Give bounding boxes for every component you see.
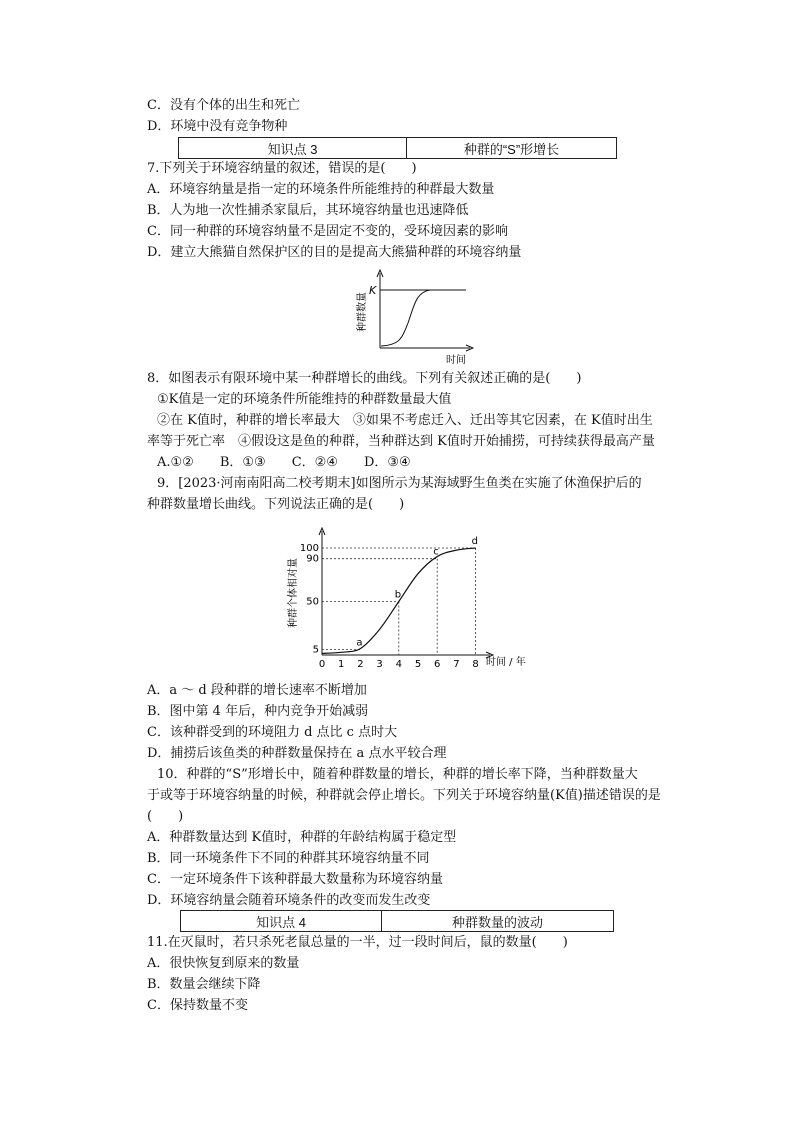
q6-option-c: C．没有个体的出生和死亡 [147,98,300,113]
chart-y-tick-50: 50 [306,596,319,608]
q10-stem-line-1: 10．种群的“S”形增长中，随着种群数量的增长，种群的增长率下降，当种群数量大 [157,767,638,782]
knowledge-point-topic: 种群数量的波动 [381,911,613,931]
q9-option-a: A．a ～ d 段种群的增长速率不断增加 [147,683,367,698]
chart-y-tick-5: 5 [312,644,319,656]
q8-options: A.①② B．①③ C．②④ D．③④ [157,455,411,470]
q8-statement-1: ①K值是一定的环境条件所能维持的种群数量最大值 [157,392,452,407]
fig1-xlabel: 时间 [446,355,466,366]
q7-option-c: C．同一种群的环境容纳量不是固定不变的，受环境因素的影响 [147,224,508,239]
q11-option-a: A．很快恢复到原来的数量 [147,956,300,971]
chart-x-tick-4: 4 [395,659,402,670]
q9-option-d: D．捕捞后该鱼类的种群数量保持在 a 点水平较合理 [147,746,447,761]
knowledge-point-3-header [178,137,617,159]
q8-stem: 8．如图表示有限环境中某一种群增长的曲线。下列有关叙述正确的是( ) [147,371,582,386]
q10-stem-line-3: ( ) [147,809,184,824]
knowledge-point-label: 知识点 4 [256,914,306,930]
q10-option-b: B．同一环境条件下不同的种群其环境容纳量不同 [147,851,430,866]
s-curve-figure [350,268,480,368]
q6-option-d: D．环境中没有竞争物种 [147,119,288,134]
q9-option-c: C．该种群受到的环境阻力 d 点比 c 点时大 [147,725,398,740]
chart-point-label-d: d [471,536,478,547]
q10-option-a: A．种群数量达到 K值时，种群的年龄结构属于稳定型 [147,830,457,845]
fig1-s-curve [381,290,466,346]
chart-x-tick-3: 3 [376,659,383,670]
q9-population-chart [280,525,540,675]
q9-stem-line-1: 9．[2023·河南南阳高二校考期末]如图所示为某海域野生鱼类在实施了休渔保护后的 [157,476,642,491]
q10-option-c: C．一定环境条件下该种群最大数量称为环境容纳量 [147,872,443,887]
q7-option-b: B．人为地一次性捕杀家鼠后，其环境容纳量也迅速降低 [147,203,469,218]
chart-xlabel: 时间 / 年 [486,657,526,668]
chart-point-label-c: c [433,546,439,558]
chart-y-tick-90: 90 [306,553,319,565]
knowledge-point-topic: 种群的“S”形增长 [406,138,616,158]
q10-stem-line-2: 于或等于环境容纳量的时候，种群就会停止增长。下列关于环境容纳量(K值)描述错误的是 [147,788,661,803]
fig1-ylabel: 种群数量 [357,292,368,332]
chart-y-tick-100: 100 [299,543,319,554]
chart-point-label-b: b [394,589,402,601]
q9-option-b: B．图中第 4 年后，种内竞争开始减弱 [147,704,369,719]
chart-x-tick-7: 7 [453,659,460,670]
q7-option-d: D．建立大熊猫自然保护区的目的是提高大熊猫种群的环境容纳量 [147,245,522,260]
q9-stem-line-2: 种群数量增长曲线。下列说法正确的是( ) [147,497,405,512]
q11-option-c: C．保持数量不变 [147,998,248,1013]
fig1-k-label: K [369,284,377,297]
q8-statement-3: 率等于死亡率 ④假设这是鱼的种群，当种群达到 K值时开始捕捞，可持续获得最高产量 [147,434,655,449]
chart-x-tick-8: 8 [472,659,479,670]
chart-point-label-a: a [356,637,363,649]
knowledge-point-label: 知识点 3 [267,141,318,157]
knowledge-point-4-header [180,910,614,932]
chart-x-tick-5: 5 [414,659,422,670]
chart-x-tick-6: 6 [434,659,441,670]
q11-stem: 11.在灭鼠时，若只杀死老鼠总量的一半，过一段时间后，鼠的数量( ) [147,935,568,950]
chart-x-tick-1: 1 [338,659,345,670]
q8-statement-2: ②在 K值时，种群的增长率最大 ③如果不考虑迁入、迁出等其它因素，在 K值时出生 [157,413,653,428]
q7-stem: 7.下列关于环境容纳量的叙述，错误的是( ) [147,161,417,176]
q11-option-b: B．数量会继续下降 [147,977,261,992]
q7-option-a: A．环境容纳量是指一定的环境条件所能维持的种群最大数量 [147,182,495,197]
chart-x-tick-2: 2 [357,659,364,670]
chart-x-tick-0: 0 [318,659,326,670]
q10-option-d: D．环境容纳量会随着环境条件的改变而发生改变 [147,893,431,908]
chart-ylabel: 种群个体相对量 [288,558,299,628]
